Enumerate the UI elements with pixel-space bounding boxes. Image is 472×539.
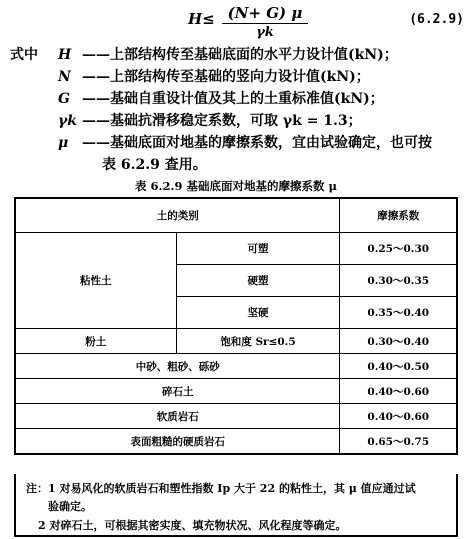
definition-text: ——上部结构传至基础底面的水平力设计值(kN)； <box>82 47 398 63</box>
formula-lhs: H≤ <box>188 10 215 28</box>
clay-state: 可塑 <box>176 233 340 265</box>
table-row <box>15 233 457 265</box>
symbol: H <box>58 47 72 63</box>
formula-denominator: γk <box>256 25 274 40</box>
clay-state: 硬塑 <box>176 265 340 297</box>
table-row <box>15 379 457 404</box>
silt-label: 粉土 <box>15 329 176 354</box>
table-row <box>15 429 457 455</box>
note-1-continuation: 验确定。 <box>48 500 92 513</box>
soil-label: 软质岩石 <box>15 404 340 429</box>
definition-text: ——基础抗滑移稳定系数，可取 γk = 1.3； <box>82 113 362 129</box>
coefficient-value: 0.40～0.60 <box>340 404 457 429</box>
table-notes <box>14 474 458 537</box>
clay-label: 粘性土 <box>15 233 176 329</box>
silt-state: 饱和度 Sr≤0.5 <box>176 329 340 354</box>
formula-6-2-9 <box>0 4 472 42</box>
header-soil-type: 土的类别 <box>15 198 340 233</box>
clay-state: 坚硬 <box>176 297 340 329</box>
coefficient-value: 0.30～0.35 <box>340 265 457 297</box>
definition-continuation-row <box>10 154 465 176</box>
header-coefficient: 摩擦系数 <box>340 198 457 233</box>
soil-label: 中砂、粗砂、砾砂 <box>15 354 340 379</box>
symbol: N <box>58 69 71 85</box>
soil-label: 碎石土 <box>15 379 340 404</box>
table-header-row <box>15 198 457 233</box>
symbol: μ <box>58 135 69 151</box>
where-label: 式中 <box>10 47 38 63</box>
coefficient-value: 0.25～0.30 <box>340 233 457 265</box>
symbol-definitions <box>10 44 465 176</box>
definition-row <box>10 44 465 66</box>
table-row <box>15 354 457 379</box>
definition-row <box>10 66 465 88</box>
coefficient-value: 0.65～0.75 <box>340 429 457 455</box>
coefficient-value: 0.40～0.50 <box>340 354 457 379</box>
definition-row <box>10 88 465 110</box>
coefficient-value: 0.30～0.40 <box>340 329 457 354</box>
definition-row <box>10 132 465 154</box>
coefficient-value: 0.40～0.60 <box>340 379 457 404</box>
table-row <box>15 329 457 354</box>
equation-number: (6.2.9) <box>409 12 464 27</box>
friction-coefficient-table <box>14 197 458 455</box>
fraction-bar <box>222 23 308 24</box>
symbol: G <box>58 91 70 107</box>
formula-numerator: (N+ G) μ <box>227 4 303 22</box>
formula-fraction <box>222 4 308 40</box>
definition-text: ——基础自重设计值及其上的土重标准值(kN)； <box>82 91 384 107</box>
note-1: 注：1 对易风化的软质岩石和塑性指数 Ip 大于 22 的粘性土，其 μ 值应通过试 <box>26 482 416 495</box>
definition-row <box>10 110 465 132</box>
definition-continuation: 表 6.2.9 查用。 <box>102 157 207 173</box>
table-caption: 表 6.2.9 基础底面对地基的摩擦系数 μ <box>135 179 337 193</box>
definition-text: ——上部结构传至基础的竖向力设计值(kN)； <box>82 69 370 85</box>
table-row <box>15 404 457 429</box>
coefficient-value: 0.35～0.40 <box>340 297 457 329</box>
note-2: 2 对碎石土，可根据其密实度、填充物状况、风化程度等确定。 <box>38 519 347 532</box>
symbol: γk <box>58 113 77 129</box>
definition-text: ——基础底面对地基的摩擦系数，宜由试验确定，也可按 <box>82 135 432 151</box>
soil-label: 表面粗糙的硬质岩石 <box>15 429 340 455</box>
